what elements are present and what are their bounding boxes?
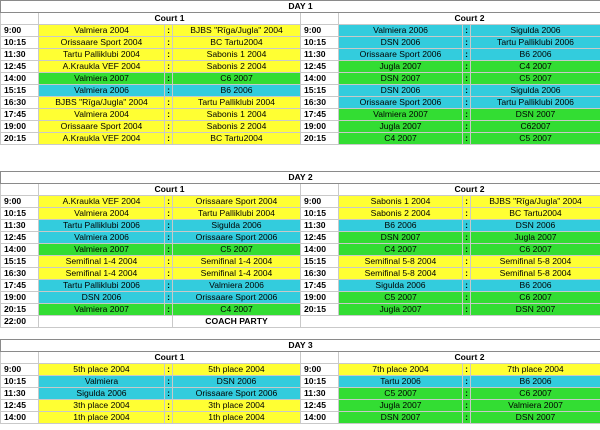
versus-separator: : xyxy=(463,304,471,316)
away-team: BJBS "Rīga/Jugla" 2004 xyxy=(173,25,301,37)
match-time: 10:15 xyxy=(1,208,39,220)
match-row xyxy=(1,232,600,244)
home-team: A.Krauklа VEF 2004 xyxy=(39,61,165,73)
versus-separator: : xyxy=(463,25,471,37)
match-time: 14:00 xyxy=(301,412,339,424)
home-team: Semifinal 1-4 2004 xyxy=(39,268,165,280)
versus-separator: : xyxy=(165,85,173,97)
home-team: Jugla 2007 xyxy=(339,304,463,316)
blank-cell xyxy=(1,13,39,25)
home-team: Orissaare Sport 2006 xyxy=(339,49,463,61)
home-team: A.Krauklа VEF 2004 xyxy=(39,133,165,145)
versus-separator: : xyxy=(165,49,173,61)
home-team: Valmiera 2007 xyxy=(39,73,165,85)
match-time: 12:45 xyxy=(1,61,39,73)
away-team: Orissaare Sport 2006 xyxy=(173,388,301,400)
home-team: C5 2007 xyxy=(339,292,463,304)
match-time: 16:30 xyxy=(301,268,339,280)
home-team: C4 2007 xyxy=(339,244,463,256)
match-time: 14:00 xyxy=(1,244,39,256)
away-team: Sabonis 1 2004 xyxy=(173,49,301,61)
match-time: 20:15 xyxy=(1,304,39,316)
versus-separator: : xyxy=(463,292,471,304)
home-team: Valmiera 2006 xyxy=(39,85,165,97)
match-time: 20:15 xyxy=(1,133,39,145)
match-time: 14:00 xyxy=(1,412,39,424)
home-team: Tartu 2006 xyxy=(339,376,463,388)
home-team: Valmiera 2006 xyxy=(39,232,165,244)
day-title: DAY 3 xyxy=(1,340,600,352)
home-team: Valmiera 2007 xyxy=(39,244,165,256)
versus-separator: : xyxy=(165,400,173,412)
versus-separator: : xyxy=(165,232,173,244)
away-team: Sabonis 2 2004 xyxy=(173,121,301,133)
home-team: BJBS "Rīga/Jugla" 2004 xyxy=(39,97,165,109)
match-time: 11:30 xyxy=(1,388,39,400)
versus-separator: : xyxy=(165,268,173,280)
away-team: Jugla 2007 xyxy=(471,232,600,244)
away-team: B6 2006 xyxy=(471,280,600,292)
versus-separator: : xyxy=(463,121,471,133)
home-team: Tartu Palliklubi 2006 xyxy=(39,280,165,292)
match-time: 19:00 xyxy=(301,121,339,133)
day-table xyxy=(0,0,600,145)
versus-separator: : xyxy=(165,109,173,121)
versus-separator: : xyxy=(463,376,471,388)
away-team: Semifinal 1-4 2004 xyxy=(173,268,301,280)
home-team: 1th place 2004 xyxy=(39,412,165,424)
away-team: BC Tartu2004 xyxy=(173,37,301,49)
away-team: 3th place 2004 xyxy=(173,400,301,412)
home-team: Tartu Palliklubi 2004 xyxy=(39,49,165,61)
match-time: 17:45 xyxy=(1,280,39,292)
day-table xyxy=(0,171,600,328)
away-team: Semifinal 1-4 2004 xyxy=(173,256,301,268)
match-time: 9:00 xyxy=(1,196,39,208)
match-time: 11:30 xyxy=(301,388,339,400)
match-time: 20:15 xyxy=(301,133,339,145)
match-time: 15:15 xyxy=(301,85,339,97)
court-1-title: Court 1 xyxy=(39,13,301,25)
home-team: 7th place 2004 xyxy=(339,364,463,376)
home-team: 3th place 2004 xyxy=(39,400,165,412)
match-time: 16:30 xyxy=(1,97,39,109)
versus-separator: : xyxy=(165,220,173,232)
match-row xyxy=(1,109,600,121)
blank-cell xyxy=(301,352,339,364)
versus-separator: : xyxy=(463,280,471,292)
match-row xyxy=(1,25,600,37)
match-row xyxy=(1,85,600,97)
match-row xyxy=(1,97,600,109)
away-team: C5 2007 xyxy=(471,73,600,85)
match-time: 9:00 xyxy=(1,25,39,37)
match-time: 9:00 xyxy=(1,364,39,376)
match-time: 14:00 xyxy=(301,244,339,256)
home-team: DSN 2006 xyxy=(339,85,463,97)
match-time: 11:30 xyxy=(301,49,339,61)
away-team: C6 2007 xyxy=(173,73,301,85)
away-team: BC Tartu2004 xyxy=(471,208,600,220)
home-team: B6 2006 xyxy=(339,220,463,232)
match-row xyxy=(1,244,600,256)
versus-separator: : xyxy=(165,256,173,268)
away-team: Valmiera 2007 xyxy=(471,400,600,412)
versus-separator: : xyxy=(165,280,173,292)
away-team: C4 2007 xyxy=(173,304,301,316)
away-team: DSN 2007 xyxy=(471,304,600,316)
match-row xyxy=(1,220,600,232)
blank-cell xyxy=(1,352,39,364)
match-row xyxy=(1,304,600,316)
away-team: BJBS "Rīga/Jugla" 2004 xyxy=(471,196,600,208)
away-team: Orissaare Sport 2006 xyxy=(173,232,301,244)
match-row xyxy=(1,61,600,73)
match-time: 19:00 xyxy=(301,292,339,304)
match-row xyxy=(1,292,600,304)
home-team: Sabonis 2 2004 xyxy=(339,208,463,220)
away-team: C6 2007 xyxy=(471,388,600,400)
away-team: C5 2007 xyxy=(471,133,600,145)
home-team: Valmiera 2006 xyxy=(339,25,463,37)
away-team: C62007 xyxy=(471,121,600,133)
match-time: 17:45 xyxy=(1,109,39,121)
versus-separator: : xyxy=(165,37,173,49)
home-team: 5th place 2004 xyxy=(39,364,165,376)
home-team: Jugla 2007 xyxy=(339,121,463,133)
blank-cell xyxy=(301,13,339,25)
home-team: Orissaare Sport 2004 xyxy=(39,121,165,133)
match-row xyxy=(1,49,600,61)
away-team: DSN 2006 xyxy=(173,376,301,388)
match-row xyxy=(1,196,600,208)
match-time: 16:30 xyxy=(301,97,339,109)
away-team: C5 2007 xyxy=(173,244,301,256)
match-row xyxy=(1,388,600,400)
match-time: 11:30 xyxy=(1,220,39,232)
away-team: 7th place 2004 xyxy=(471,364,600,376)
versus-separator: : xyxy=(165,73,173,85)
home-team: Semifinal 1-4 2004 xyxy=(39,256,165,268)
away-team: DSN 2006 xyxy=(471,220,600,232)
match-row xyxy=(1,121,600,133)
home-team: Sigulda 2006 xyxy=(39,388,165,400)
home-team: C4 2007 xyxy=(339,133,463,145)
day-table xyxy=(0,339,600,424)
versus-separator: : xyxy=(463,220,471,232)
versus-separator: : xyxy=(165,292,173,304)
match-time: 15:15 xyxy=(301,256,339,268)
match-time: 10:15 xyxy=(301,208,339,220)
versus-separator: : xyxy=(165,196,173,208)
away-team: C6 2007 xyxy=(471,244,600,256)
match-time: 19:00 xyxy=(1,121,39,133)
court-1-title: Court 1 xyxy=(39,184,301,196)
away-team: Tartu Palliklubi 2006 xyxy=(471,37,600,49)
match-time: 9:00 xyxy=(301,25,339,37)
versus-separator: : xyxy=(165,97,173,109)
day-title: DAY 2 xyxy=(1,172,600,184)
away-team: DSN 2007 xyxy=(471,109,600,121)
blank-cell xyxy=(1,184,39,196)
away-team: Sigulda 2006 xyxy=(471,25,600,37)
home-team: Semifinal 5-8 2004 xyxy=(339,268,463,280)
match-row xyxy=(1,133,600,145)
match-time: 17:45 xyxy=(301,280,339,292)
versus-separator: : xyxy=(165,376,173,388)
away-team: Sigulda 2006 xyxy=(173,220,301,232)
versus-separator: : xyxy=(463,37,471,49)
match-row xyxy=(1,208,600,220)
away-team: B6 2006 xyxy=(471,376,600,388)
court-1-title: Court 1 xyxy=(39,352,301,364)
match-time: 15:15 xyxy=(1,256,39,268)
away-team: Semifinal 5-8 2004 xyxy=(471,268,600,280)
match-row xyxy=(1,412,600,424)
away-team: B6 2006 xyxy=(173,85,301,97)
home-team: DSN 2006 xyxy=(39,292,165,304)
home-team: Valmiera xyxy=(39,376,165,388)
versus-separator: : xyxy=(165,121,173,133)
match-time: 19:00 xyxy=(1,292,39,304)
match-time: 14:00 xyxy=(301,73,339,85)
court-2-title: Court 2 xyxy=(339,13,600,25)
home-team: Jugla 2007 xyxy=(339,400,463,412)
away-team: DSN 2007 xyxy=(471,412,600,424)
home-team: Sigulda 2006 xyxy=(339,280,463,292)
versus-separator: : xyxy=(463,232,471,244)
versus-separator: : xyxy=(463,400,471,412)
away-team: Orissaare Sport 2006 xyxy=(173,292,301,304)
match-row xyxy=(1,280,600,292)
versus-separator: : xyxy=(463,388,471,400)
versus-separator: : xyxy=(463,412,471,424)
versus-separator: : xyxy=(463,85,471,97)
match-row xyxy=(1,73,600,85)
match-time: 10:15 xyxy=(301,376,339,388)
away-team: Tartu Palliklubi 2004 xyxy=(173,97,301,109)
versus-separator: : xyxy=(463,109,471,121)
match-time: 11:30 xyxy=(301,220,339,232)
match-time: 12:45 xyxy=(301,61,339,73)
versus-separator: : xyxy=(165,364,173,376)
away-team: C4 2007 xyxy=(471,61,600,73)
court-2-title: Court 2 xyxy=(339,184,600,196)
footer-time: 22:00 xyxy=(1,316,39,328)
versus-separator: : xyxy=(165,61,173,73)
match-time: 10:15 xyxy=(301,37,339,49)
match-time: 15:15 xyxy=(1,85,39,97)
away-team: C6 2007 xyxy=(471,292,600,304)
away-team: B6 2006 xyxy=(471,49,600,61)
home-team: Valmiera 2007 xyxy=(339,109,463,121)
coach-party-label: COACH PARTY xyxy=(173,316,301,328)
match-time: 11:30 xyxy=(1,49,39,61)
away-team: 5th place 2004 xyxy=(173,364,301,376)
blank-cell xyxy=(301,316,600,328)
match-row xyxy=(1,268,600,280)
home-team: DSN 2007 xyxy=(339,232,463,244)
away-team: Sigulda 2006 xyxy=(471,85,600,97)
home-team: Valmiera 2004 xyxy=(39,208,165,220)
home-team: Valmiera 2004 xyxy=(39,25,165,37)
match-time: 20:15 xyxy=(301,304,339,316)
versus-separator: : xyxy=(165,208,173,220)
home-team: DSN 2006 xyxy=(339,37,463,49)
home-team: DSN 2007 xyxy=(339,412,463,424)
versus-separator: : xyxy=(165,25,173,37)
versus-separator: : xyxy=(165,244,173,256)
home-team: A.Krauklа VEF 2004 xyxy=(39,196,165,208)
versus-separator: : xyxy=(463,268,471,280)
match-time: 14:00 xyxy=(1,73,39,85)
home-team: Tartu Palliklubi 2006 xyxy=(39,220,165,232)
versus-separator: : xyxy=(463,364,471,376)
versus-separator: : xyxy=(463,49,471,61)
away-team: BC Tartu2004 xyxy=(173,133,301,145)
home-team: Valmiera 2004 xyxy=(39,109,165,121)
match-time: 16:30 xyxy=(1,268,39,280)
away-team: Valmiera 2006 xyxy=(173,280,301,292)
home-team: Orissaare Sport 2004 xyxy=(39,37,165,49)
away-team: Orissaare Sport 2004 xyxy=(173,196,301,208)
versus-separator: : xyxy=(463,133,471,145)
away-team: Tartu Palliklubi 2006 xyxy=(471,97,600,109)
home-team: Semifinal 5-8 2004 xyxy=(339,256,463,268)
match-time: 10:15 xyxy=(1,376,39,388)
match-time: 12:45 xyxy=(301,400,339,412)
away-team: Semifinal 5-8 2004 xyxy=(471,256,600,268)
versus-separator: : xyxy=(165,388,173,400)
blank-cell xyxy=(39,316,173,328)
versus-separator: : xyxy=(463,256,471,268)
home-team: DSN 2007 xyxy=(339,73,463,85)
match-row xyxy=(1,256,600,268)
versus-separator: : xyxy=(463,244,471,256)
match-row xyxy=(1,37,600,49)
versus-separator: : xyxy=(463,61,471,73)
versus-separator: : xyxy=(463,97,471,109)
home-team: Sabonis 1 2004 xyxy=(339,196,463,208)
home-team: Jugla 2007 xyxy=(339,61,463,73)
match-time: 9:00 xyxy=(301,364,339,376)
versus-separator: : xyxy=(165,304,173,316)
versus-separator: : xyxy=(463,208,471,220)
versus-separator: : xyxy=(165,133,173,145)
match-row xyxy=(1,376,600,388)
match-time: 12:45 xyxy=(1,400,39,412)
versus-separator: : xyxy=(463,196,471,208)
home-team: C5 2007 xyxy=(339,388,463,400)
match-row xyxy=(1,364,600,376)
away-team: Sabonis 1 2004 xyxy=(173,109,301,121)
away-team: Tartu Palliklubi 2004 xyxy=(173,208,301,220)
versus-separator: : xyxy=(165,412,173,424)
home-team: Orissaare Sport 2006 xyxy=(339,97,463,109)
home-team: Valmiera 2007 xyxy=(39,304,165,316)
blank-cell xyxy=(301,184,339,196)
match-time: 12:45 xyxy=(1,232,39,244)
court-2-title: Court 2 xyxy=(339,352,600,364)
away-team: Sabonis 2 2004 xyxy=(173,61,301,73)
match-time: 12:45 xyxy=(301,232,339,244)
match-time: 10:15 xyxy=(1,37,39,49)
match-row xyxy=(1,400,600,412)
day-title: DAY 1 xyxy=(1,1,600,13)
versus-separator: : xyxy=(463,73,471,85)
match-time: 9:00 xyxy=(301,196,339,208)
match-time: 17:45 xyxy=(301,109,339,121)
away-team: 1th place 2004 xyxy=(173,412,301,424)
